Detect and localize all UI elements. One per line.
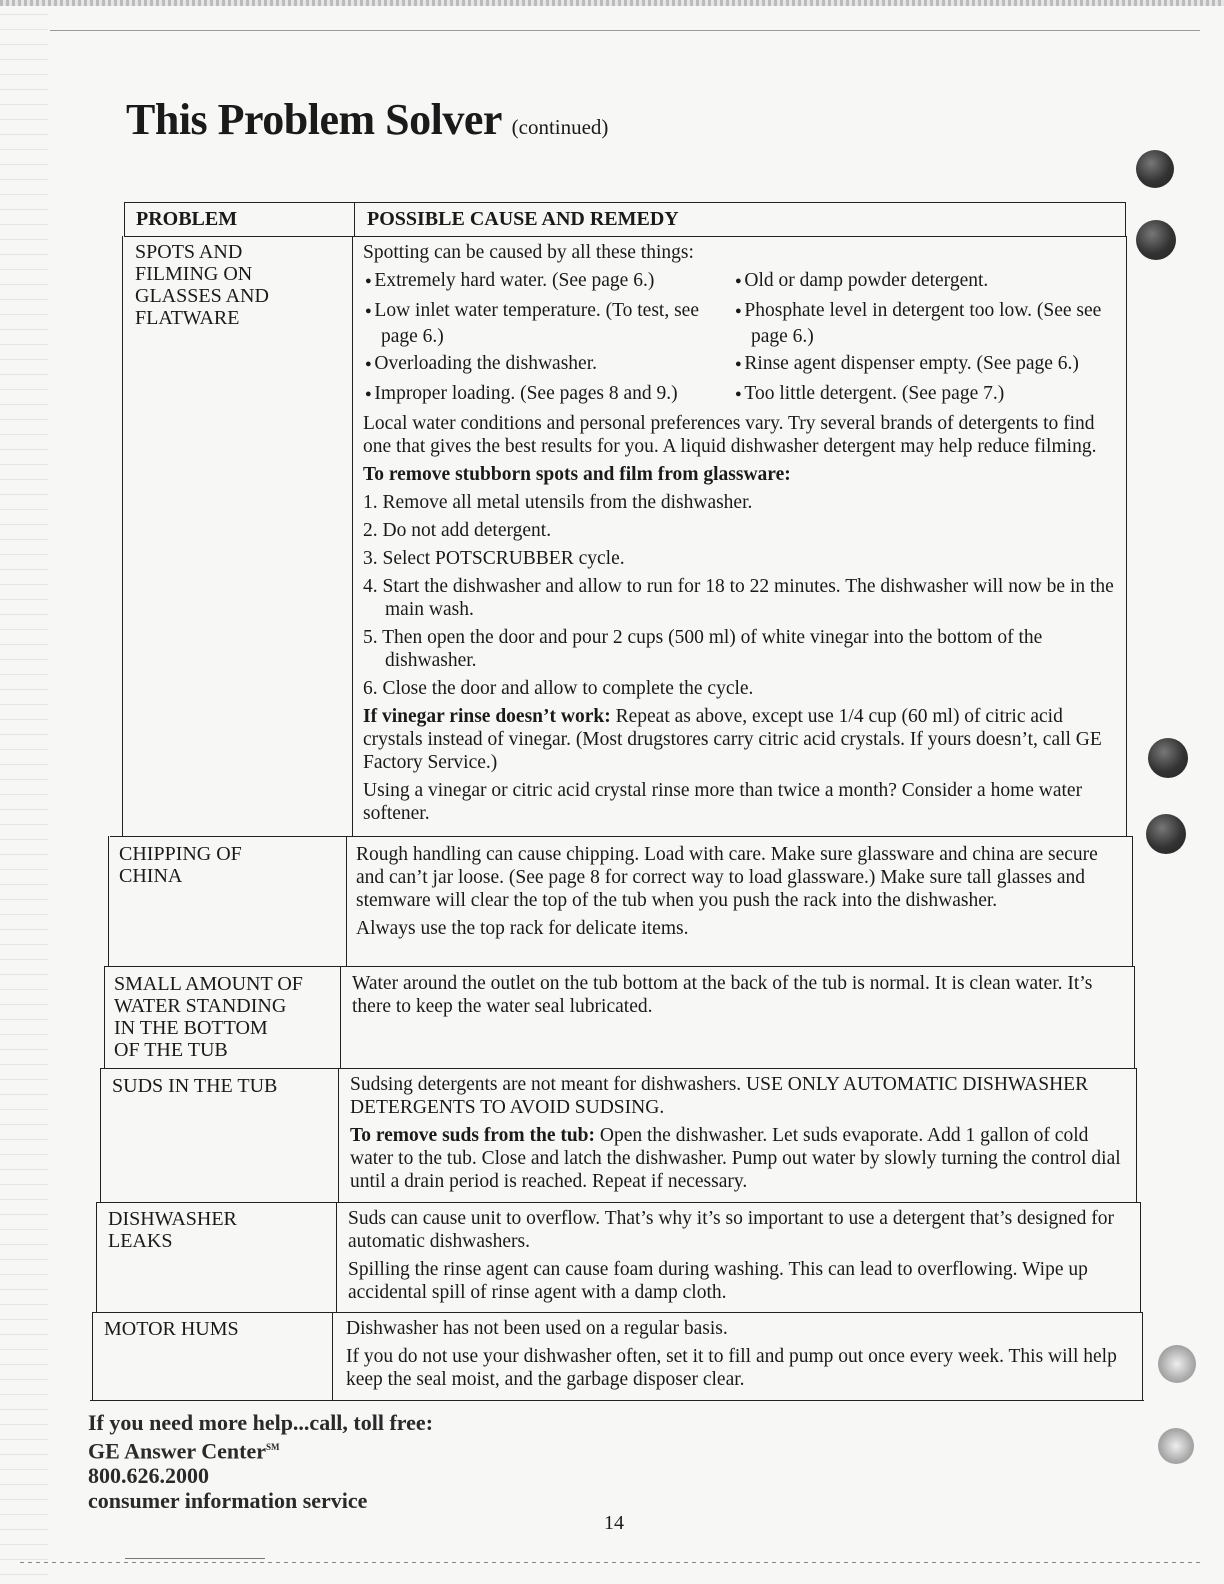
bullet-item: ● Rinse agent dispenser empty. (See page 6.)	[733, 352, 1118, 378]
table-border	[100, 1068, 1136, 1069]
help-contact	[88, 1410, 433, 1513]
answer-center: GE Answer Center℠	[88, 1438, 280, 1464]
table-border	[124, 236, 1126, 237]
step-item: 5. Then open the door and pour 2 cups (500 ml) of white vinegar into the bottom of the dishwasher.	[363, 627, 1043, 671]
cause-bullets	[363, 299, 1118, 348]
table-border	[1140, 1202, 1141, 1312]
bullet-item: ● Too little detergent. (See page 7.)	[733, 382, 1118, 408]
phone-number: 800.626.2000	[88, 1463, 209, 1489]
problem-motor-hums: MOTOR HUMS	[104, 1318, 239, 1340]
table-border	[92, 1312, 1142, 1313]
step-item: 2. Do not add detergent.	[363, 520, 552, 541]
header-problem: PROBLEM	[136, 208, 238, 230]
table-border	[332, 1312, 333, 1400]
local-conditions-text: Local water conditions and personal preferences vary. Try several brands of detergents to find one that gives the best results for you. A liquid dishwasher detergent may help reduce filming.	[363, 413, 1097, 457]
softener-paragraph: Using a vinegar or citric acid crystal rinse more than twice a month? Consider a home water softener.	[363, 780, 1083, 824]
bottom-short-rule	[125, 1558, 265, 1559]
remedy-spots-filming	[363, 241, 1118, 830]
table-border	[1126, 236, 1127, 836]
service-line: consumer information service	[88, 1488, 368, 1514]
title-suffix: (continued)	[511, 115, 609, 139]
suds-text: Sudsing detergents are not meant for dishwashers. USE ONLY AUTOMATIC DISHWASHER DETERGENTS TO AVOID SUDSING.	[350, 1074, 1089, 1118]
bullet-item: ● Extremely hard water. (See page 6.)	[363, 269, 733, 295]
leaks-text: Suds can cause unit to overflow. That’s why it’s so important to use a detergent that’s designed for automatic dishwashers.	[348, 1208, 1114, 1252]
chipping-text: Rough handling can cause chipping. Load with care. Make sure glassware and china are secure and can’t jar loose. (See page 8 for correct way to load glassware.) Make sure tall glasses and stemware will clear the top of the tub when you push the rack into the dishwasher.	[356, 844, 1098, 911]
table-border	[96, 1202, 1140, 1203]
motor-hums-text: Dishwasher has not been used on a regular basis.	[346, 1318, 728, 1339]
table-border	[1132, 836, 1133, 966]
table-border	[100, 1068, 101, 1202]
problem-leaks: DISHWASHER LEAKS	[108, 1208, 237, 1252]
header-remedy: POSSIBLE CAUSE AND REMEDY	[367, 208, 679, 230]
bullet-item: ● Old or damp powder detergent.	[733, 269, 1118, 295]
page-title: This Problem Solver (continued)	[126, 95, 609, 144]
table-border	[124, 202, 125, 236]
table-border	[1142, 1312, 1143, 1400]
remedy-leaks	[348, 1207, 1130, 1309]
table-border	[1136, 1068, 1137, 1202]
table-border	[354, 202, 355, 236]
bullet-item: ● Overloading the dishwasher.	[363, 352, 733, 378]
vinegar-paragraph: If vinegar rinse doesn’t work: Repeat as above, except use 1/4 cup (60 ml) of citric acid crystals instead of vinegar. (Most drugstores carry citric acid crystals. If yours doesn’t, call GE Factory Service.)	[363, 706, 1102, 773]
table-border	[338, 1068, 339, 1202]
remedy-water-standing	[352, 972, 1122, 1023]
water-standing-text: Water around the outlet on the tub bottom at the back of the tub is normal. It is clean water. It’s there to keep the water seal lubricated.	[352, 973, 1093, 1017]
problem-suds: SUDS IN THE TUB	[112, 1075, 278, 1097]
table-border	[346, 836, 347, 966]
help-line: If you need more help...call, toll free:	[88, 1410, 434, 1435]
spotting-intro: Spotting can be caused by all these things:	[363, 242, 694, 263]
bullet-item: ● Improper loading. (See pages 8 and 9.)	[363, 382, 733, 408]
table-border	[1125, 202, 1126, 236]
table-border	[1134, 966, 1135, 1068]
cause-bullets	[363, 382, 1118, 408]
step-item: 6. Close the door and allow to complete the cycle.	[363, 678, 754, 699]
step-item: 1. Remove all metal utensils from the dishwasher.	[363, 492, 753, 513]
problem-spots-filming: SPOTS AND FILMING ON GLASSES AND FLATWARE	[135, 241, 269, 329]
suds-removal-text: To remove suds from the tub: Open the dishwasher. Let suds evaporate. Add 1 gallon of cold water to the tub. Close and latch the dishwasher. Pump out water by slowly turning the control dial until a drain period is reached. Repeat if necessary.	[350, 1125, 1121, 1192]
cause-bullets	[363, 269, 1118, 295]
stubborn-spots-heading: To remove stubborn spots and film from glassware:	[363, 464, 791, 485]
bottom-edge-rule	[20, 1562, 1200, 1563]
table-border	[108, 836, 109, 966]
table-border	[90, 1400, 1144, 1401]
chipping-tip: Always use the top rack for delicate items.	[356, 918, 689, 939]
problem-water-standing: SMALL AMOUNT OF WATER STANDING IN THE BOTTOM OF THE TUB	[114, 973, 303, 1061]
table-border	[122, 236, 123, 836]
remedy-chipping	[356, 843, 1128, 945]
motor-hums-tip: If you do not use your dishwasher often, set it to fill and pump out once every week. This will help keep the seal moist, and the garbage disposer clear.	[346, 1346, 1117, 1390]
leaks-tip: Spilling the rinse agent can cause foam during washing. This can lead to overflowing. Wipe up accidental spill of rinse agent with a damp cloth.	[348, 1259, 1088, 1303]
bullet-item: ● Phosphate level in detergent too low. (See see page 6.)	[733, 299, 1118, 348]
table-border	[104, 966, 105, 1068]
table-border	[336, 1202, 337, 1312]
table-border	[96, 1202, 97, 1312]
remedy-motor-hums	[346, 1317, 1132, 1396]
table-border	[92, 1312, 93, 1400]
table-border	[110, 836, 1132, 837]
table-border	[352, 236, 353, 836]
step-item: 3. Select POTSCRUBBER cycle.	[363, 548, 625, 569]
step-item: 4. Start the dishwasher and allow to run for 18 to 22 minutes. The dishwasher will now be in the main wash.	[363, 576, 1114, 620]
table-border	[340, 966, 341, 1068]
page-number: 14	[604, 1512, 624, 1534]
table-border	[124, 202, 1126, 203]
problem-chipping: CHIPPING OF CHINA	[119, 843, 242, 887]
cause-bullets	[363, 352, 1118, 378]
table-border	[104, 966, 1134, 967]
remedy-suds	[350, 1073, 1128, 1198]
bullet-item: ● Low inlet water temperature. (To test, see page 6.)	[363, 299, 701, 348]
